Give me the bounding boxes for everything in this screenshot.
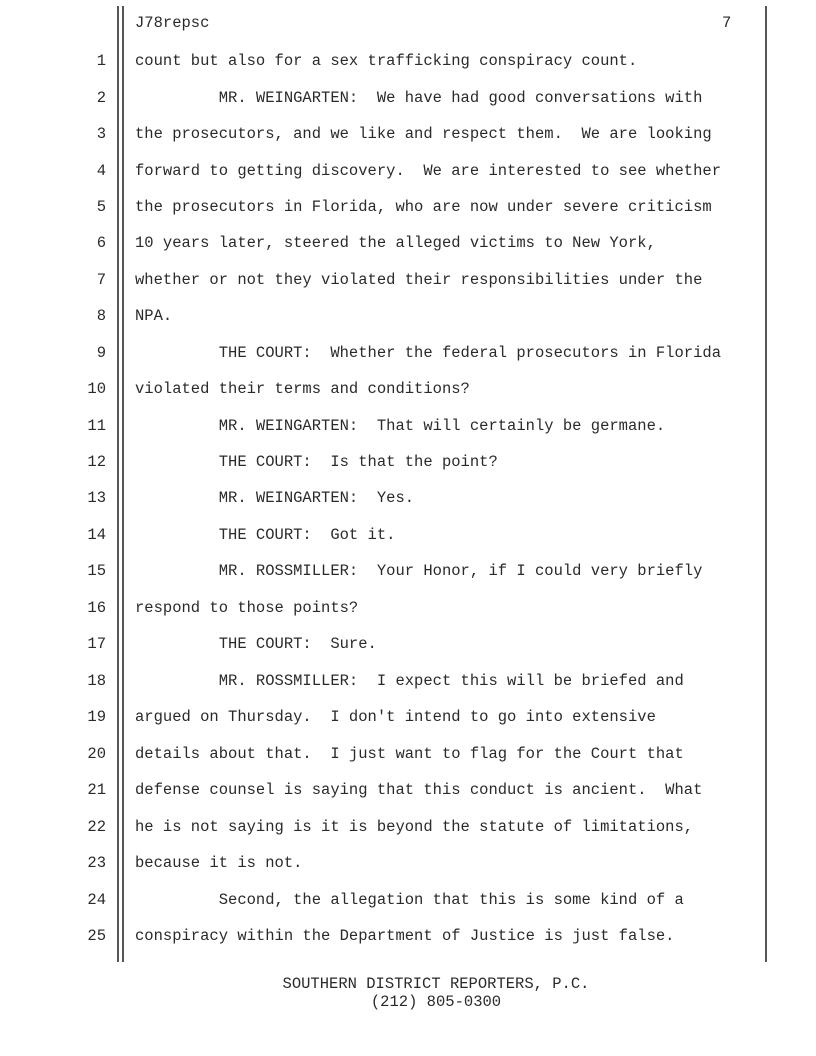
line-text: conspiracy within the Department of Justice is just false. [135,927,675,945]
footer-reporter: SOUTHERN DISTRICT REPORTERS, P.C. [282,975,590,993]
line-number: 24 [87,891,106,909]
line-text: MR. ROSSMILLER: Your Honor, if I could very briefly [135,562,703,580]
line-number: 8 [96,307,106,325]
right-margin-rule [765,6,767,962]
line-text: 10 years later, steered the alleged victims to New York, [135,234,656,252]
line-number: 1 [96,52,106,70]
line-text: THE COURT: Whether the federal prosecutors in Florida [135,344,721,362]
line-number: 25 [87,927,106,945]
line-number: 9 [96,344,106,362]
line-number: 15 [87,562,106,580]
line-number: 4 [96,162,106,180]
line-text: MR. ROSSMILLER: I expect this will be briefed and [135,672,684,690]
line-text: respond to those points? [135,599,359,617]
line-text: violated their terms and conditions? [135,380,470,398]
line-text: MR. WEINGARTEN: That will certainly be germane. [135,417,666,435]
line-number: 7 [96,271,106,289]
line-text: defense counsel is saying that this conduct is ancient. What [135,781,703,799]
line-number: 18 [87,672,106,690]
line-number: 10 [87,380,106,398]
line-number: 6 [96,234,106,252]
line-number: 3 [96,125,106,143]
line-text: forward to getting discovery. We are interested to see whether [135,162,721,180]
line-number: 5 [96,198,106,216]
page-number: 7 [722,14,732,32]
line-text: THE COURT: Is that the point? [135,453,498,471]
line-text: count but also for a sex trafficking conspiracy count. [135,52,638,70]
line-number: 23 [87,854,106,872]
line-number: 21 [87,781,106,799]
line-text: whether or not they violated their responsibilities under the [135,271,703,289]
line-number: 20 [87,745,106,763]
line-text: THE COURT: Sure. [135,635,377,653]
line-number: 17 [87,635,106,653]
line-text: the prosecutors, and we like and respect them. We are looking [135,125,712,143]
line-text: Second, the allegation that this is some kind of a [135,891,684,909]
line-text: THE COURT: Got it. [135,526,396,544]
line-number: 2 [96,89,106,107]
line-text: because it is not. [135,854,303,872]
line-text: MR. WEINGARTEN: Yes. [135,489,415,507]
line-number: 16 [87,599,106,617]
line-text: details about that. I just want to flag for the Court that [135,745,684,763]
transcript-code: J78repsc [135,14,210,32]
line-text: NPA. [135,307,173,325]
line-text: he is not saying is it is beyond the statute of limitations, [135,818,694,836]
line-number: 22 [87,818,106,836]
line-number: 12 [87,453,106,471]
left-margin-rule-outer [117,6,119,962]
line-number: 14 [87,526,106,544]
line-number: 11 [87,417,106,435]
footer-phone: (212) 805-0300 [370,993,502,1011]
line-text: the prosecutors in Florida, who are now under severe criticism [135,198,712,216]
line-text: argued on Thursday. I don't intend to go into extensive [135,708,656,726]
line-number: 19 [87,708,106,726]
left-margin-rule-inner [122,6,124,962]
line-number: 13 [87,489,106,507]
line-text: MR. WEINGARTEN: We have had good conversations with [135,89,703,107]
